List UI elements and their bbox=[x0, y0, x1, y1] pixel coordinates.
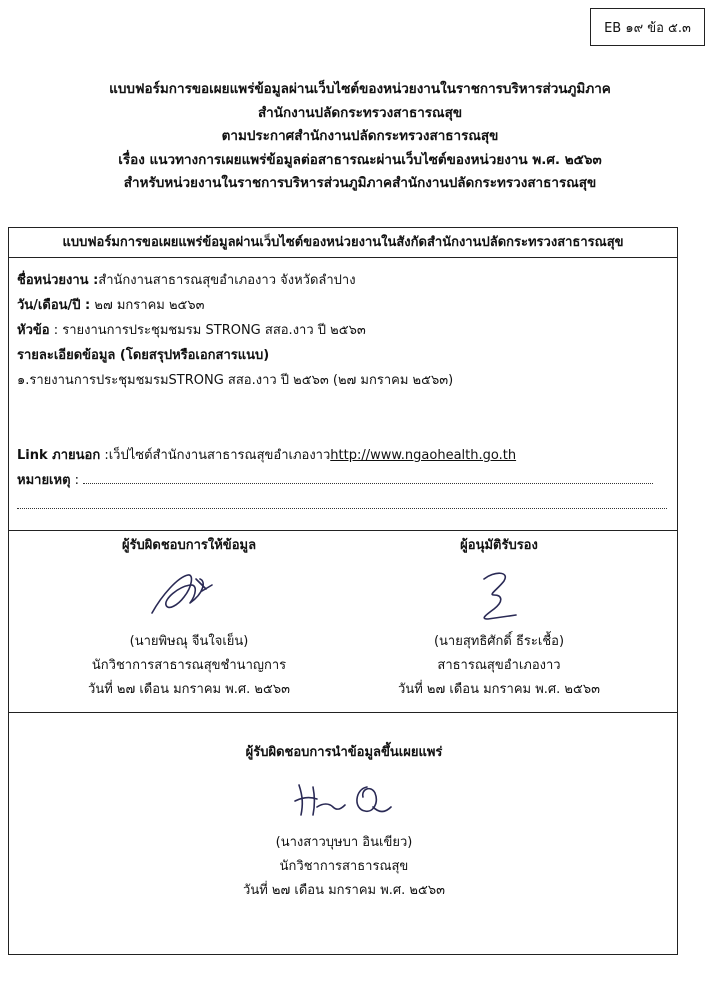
note-label: หมายเหตุ bbox=[17, 473, 71, 488]
detail-label: รายละเอียดข้อมูล (โดยสรุปหรือเอกสารแนบ) bbox=[17, 348, 270, 363]
blank-row-2 bbox=[17, 418, 667, 443]
provider-block bbox=[69, 534, 309, 702]
link-prefix: :เว็ปไซต์สำนักงานสาธารณสุขอำเภองาว bbox=[100, 448, 331, 463]
unit-value: สำนักงานสาธารณสุขอำเภองาว จังหวัดลำปาง bbox=[98, 273, 356, 288]
provider-name: (นายพิษณุ จีนใจเย็น) bbox=[129, 634, 249, 649]
section-divider-1 bbox=[9, 530, 677, 531]
note-dotted-line-2 bbox=[17, 508, 667, 509]
note-row bbox=[17, 468, 667, 493]
link-row bbox=[17, 443, 667, 468]
external-link[interactable]: http://www.ngaohealth.go.th bbox=[330, 448, 517, 463]
document-code-box bbox=[590, 8, 705, 46]
provider-date: วันที่ ๒๗ เดือน มกราคม พ.ศ. ๒๕๖๓ bbox=[88, 682, 290, 697]
form-info-section bbox=[17, 268, 667, 518]
date-row bbox=[17, 293, 667, 318]
form-frame bbox=[8, 227, 678, 955]
topic-row bbox=[17, 318, 667, 343]
publisher-position: นักวิชาการสาธารณสุข bbox=[279, 859, 409, 874]
detail-label-row bbox=[17, 343, 667, 368]
date-label: วัน/เดือน/ปี : bbox=[17, 298, 91, 313]
provider-title: ผู้รับผิดชอบการให้ข้อมูล bbox=[121, 538, 257, 553]
link-label: Link ภายนอก bbox=[17, 448, 101, 463]
header-line-3: ตามประกาศสำนักงานปลัดกระทรวงสาธารณสุข bbox=[221, 128, 499, 144]
note-row-2 bbox=[17, 493, 667, 518]
date-value: ๒๗ มกราคม ๒๕๖๓ bbox=[90, 298, 205, 313]
header-line-4: เรื่อง แนวทางการเผยแพร่ข้อมูลต่อสาธารณะผ่านเว็บไซต์ของหน่วยงาน พ.ศ. ๒๕๖๓ bbox=[118, 151, 602, 168]
publisher-signature bbox=[224, 769, 464, 831]
header-line-5: สำหรับหน่วยงานในราชการบริหารส่วนภูมิภาคสำนักงานปลัดกระทรวงสาธารณสุข bbox=[123, 175, 597, 191]
unit-label: ชื่อหน่วยงาน : bbox=[17, 273, 99, 288]
section-divider-2 bbox=[9, 712, 677, 713]
approver-block bbox=[379, 534, 619, 702]
publisher-block bbox=[224, 741, 464, 903]
approver-position: สาธารณสุขอำเภองาว bbox=[437, 658, 561, 673]
topic-label: หัวข้อ bbox=[17, 323, 50, 338]
note-dotted-line-1 bbox=[83, 483, 653, 484]
unit-row bbox=[17, 268, 667, 293]
approver-title: ผู้อนุมัติรับรอง bbox=[460, 538, 538, 553]
publisher-name: (นางสาวบุษบา อินเขียว) bbox=[275, 835, 413, 850]
approver-name: (นายสุทธิศักดิ์ ธีระเชื้อ) bbox=[433, 634, 565, 649]
publisher-date: วันที่ ๒๗ เดือน มกราคม พ.ศ. ๒๕๖๓ bbox=[243, 883, 445, 898]
note-prefix: : bbox=[70, 473, 84, 488]
provider-position: นักวิชาการสาธารณสุขชำนาญการ bbox=[91, 658, 287, 673]
publisher-title: ผู้รับผิดชอบการนำข้อมูลขึ้นเผยแพร่ bbox=[245, 745, 443, 760]
blank-row-1 bbox=[17, 393, 667, 418]
approver-signature bbox=[379, 560, 619, 630]
approver-date: วันที่ ๒๗ เดือน มกราคม พ.ศ. ๒๕๖๓ bbox=[398, 682, 600, 697]
document-header bbox=[0, 78, 720, 196]
document-code: EB ๑๙ ข้อ ๕.๓ bbox=[604, 20, 691, 36]
header-line-1: แบบฟอร์มการขอเผยแพร่ข้อมูลผ่านเว็บไซต์ของหน่วยงานในราชการบริหารส่วนภูมิภาค bbox=[109, 81, 611, 97]
topic-value: : รายงานการประชุมชมรม STRONG สสอ.งาว ปี ๒๕๖๓ bbox=[49, 323, 366, 338]
header-line-2: สำนักงานปลัดกระทรวงสาธารณสุข bbox=[257, 104, 463, 121]
form-title: แบบฟอร์มการขอเผยแพร่ข้อมูลผ่านเว็บไซต์ของหน่วยงานในสังกัดสำนักงานปลัดกระทรวงสาธารณสุข bbox=[9, 228, 677, 258]
detail-value: ๑.รายงานการประชุมชมรมSTRONG สสอ.งาว ปี ๒๕๖๓ (๒๗ มกราคม ๒๕๖๓) bbox=[17, 373, 454, 388]
provider-signature bbox=[69, 560, 309, 630]
detail-value-row bbox=[17, 368, 667, 393]
